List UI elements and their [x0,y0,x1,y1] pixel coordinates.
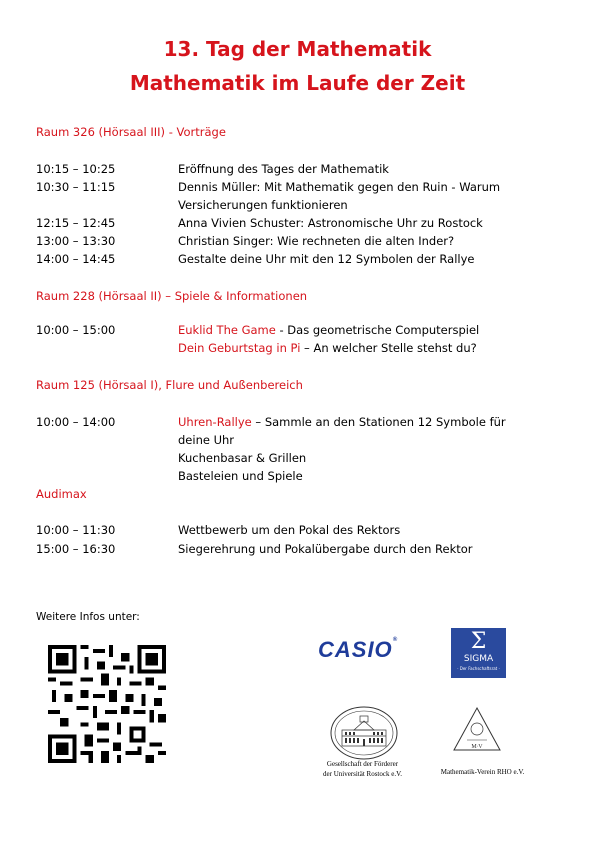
gfu-caption [300,759,425,779]
casio-logo [318,637,398,663]
entry-description [178,178,558,214]
entry-time: 14:00 – 14:45 [36,252,116,266]
registered-mark: ® [392,637,399,643]
entry-time: 10:00 – 11:30 [36,523,116,537]
page-title: 13. Tag der Mathematik [163,37,432,61]
gfu-caption-line: der Universität Rostock e.V. [323,770,402,778]
entry-description [178,413,558,485]
entry-time: 12:15 – 12:45 [36,216,116,230]
entry-description: Wettbewerb um den Pokal des Rektors [178,523,401,537]
highlight-uhren-rallye: Uhren-Rallye [178,415,252,429]
sigma-logo [451,628,506,678]
entry-description: Anna Vivien Schuster: Astronomische Uhr zu Rostock [178,216,483,230]
entry-description-line: Basteleien und Spiele [178,469,303,483]
gfu-caption-line: Gesellschaft der Förderer [326,760,399,768]
entry-description: Christian Singer: Wie rechneten die alten Inder? [178,234,455,248]
sigma-icon: Σ [470,629,487,654]
sigma-name: SIGMA [463,654,494,664]
entry-text: – Sammle an den Stationen 12 Symbole für [251,415,506,429]
sigma-subtitle: · Der Fachschaftsrat · [457,666,500,671]
section-heading-raum-228: Raum 228 (Hörsaal II) – Spiele & Informationen [36,289,308,303]
highlight-euklid-the-game: Euklid The Game [178,323,276,337]
entry-time: 13:00 – 13:30 [36,234,116,248]
entry-text: - Das geometrische Computerspiel [275,323,480,337]
entry-description-line: Versicherungen funktionieren [178,198,348,212]
entry-description-line [178,321,558,339]
section-heading-audimax: Audimax [36,487,87,501]
entry-description: Gestalte deine Uhr mit den 12 Symbolen der Rallye [178,252,475,266]
entry-time: 10:15 – 10:25 [36,162,116,176]
section-heading-raum-326: Raum 326 (Hörsaal III) - Vorträge [36,125,226,139]
casio-logo-text: CASIO [318,637,393,662]
entry-description-line [178,413,558,431]
entry-time: 10:00 – 15:00 [36,323,116,337]
entry-description-line [178,339,558,357]
entry-time: 15:00 – 16:30 [36,542,116,556]
section-heading-raum-125: Raum 125 (Hörsaal I), Flure und Außenbereich [36,378,303,392]
entry-time: 10:00 – 14:00 [36,415,116,429]
entry-description-line: Dennis Müller: Mit Mathematik gegen den Ruin - Warum [178,180,501,194]
entry-description [178,321,558,357]
rho-caption: Mathematik-Verein RHO e.V. [440,768,525,776]
entry-description: Siegerehrung und Pokalübergabe durch den Rektor [178,542,473,556]
entry-time: 10:30 – 11:15 [36,180,116,194]
entry-description: Eröffnung des Tages der Mathematik [178,162,389,176]
entry-text: – An welcher Stelle stehst du? [300,341,477,355]
highlight-geburtstag-in-pi: Dein Geburtstag in Pi [178,341,301,355]
entry-description-line: Kuchenbasar & Grillen [178,451,307,465]
rho-mark: M∙V [471,744,483,750]
rho-verein-logo-icon [452,706,502,756]
page-subtitle: Mathematik im Laufe der Zeit [129,71,466,95]
entry-description-line: deine Uhr [178,433,235,447]
qr-code-icon[interactable] [48,645,166,763]
university-building-seal-icon [330,706,398,760]
more-info-label: Weitere Infos unter: [36,611,140,623]
